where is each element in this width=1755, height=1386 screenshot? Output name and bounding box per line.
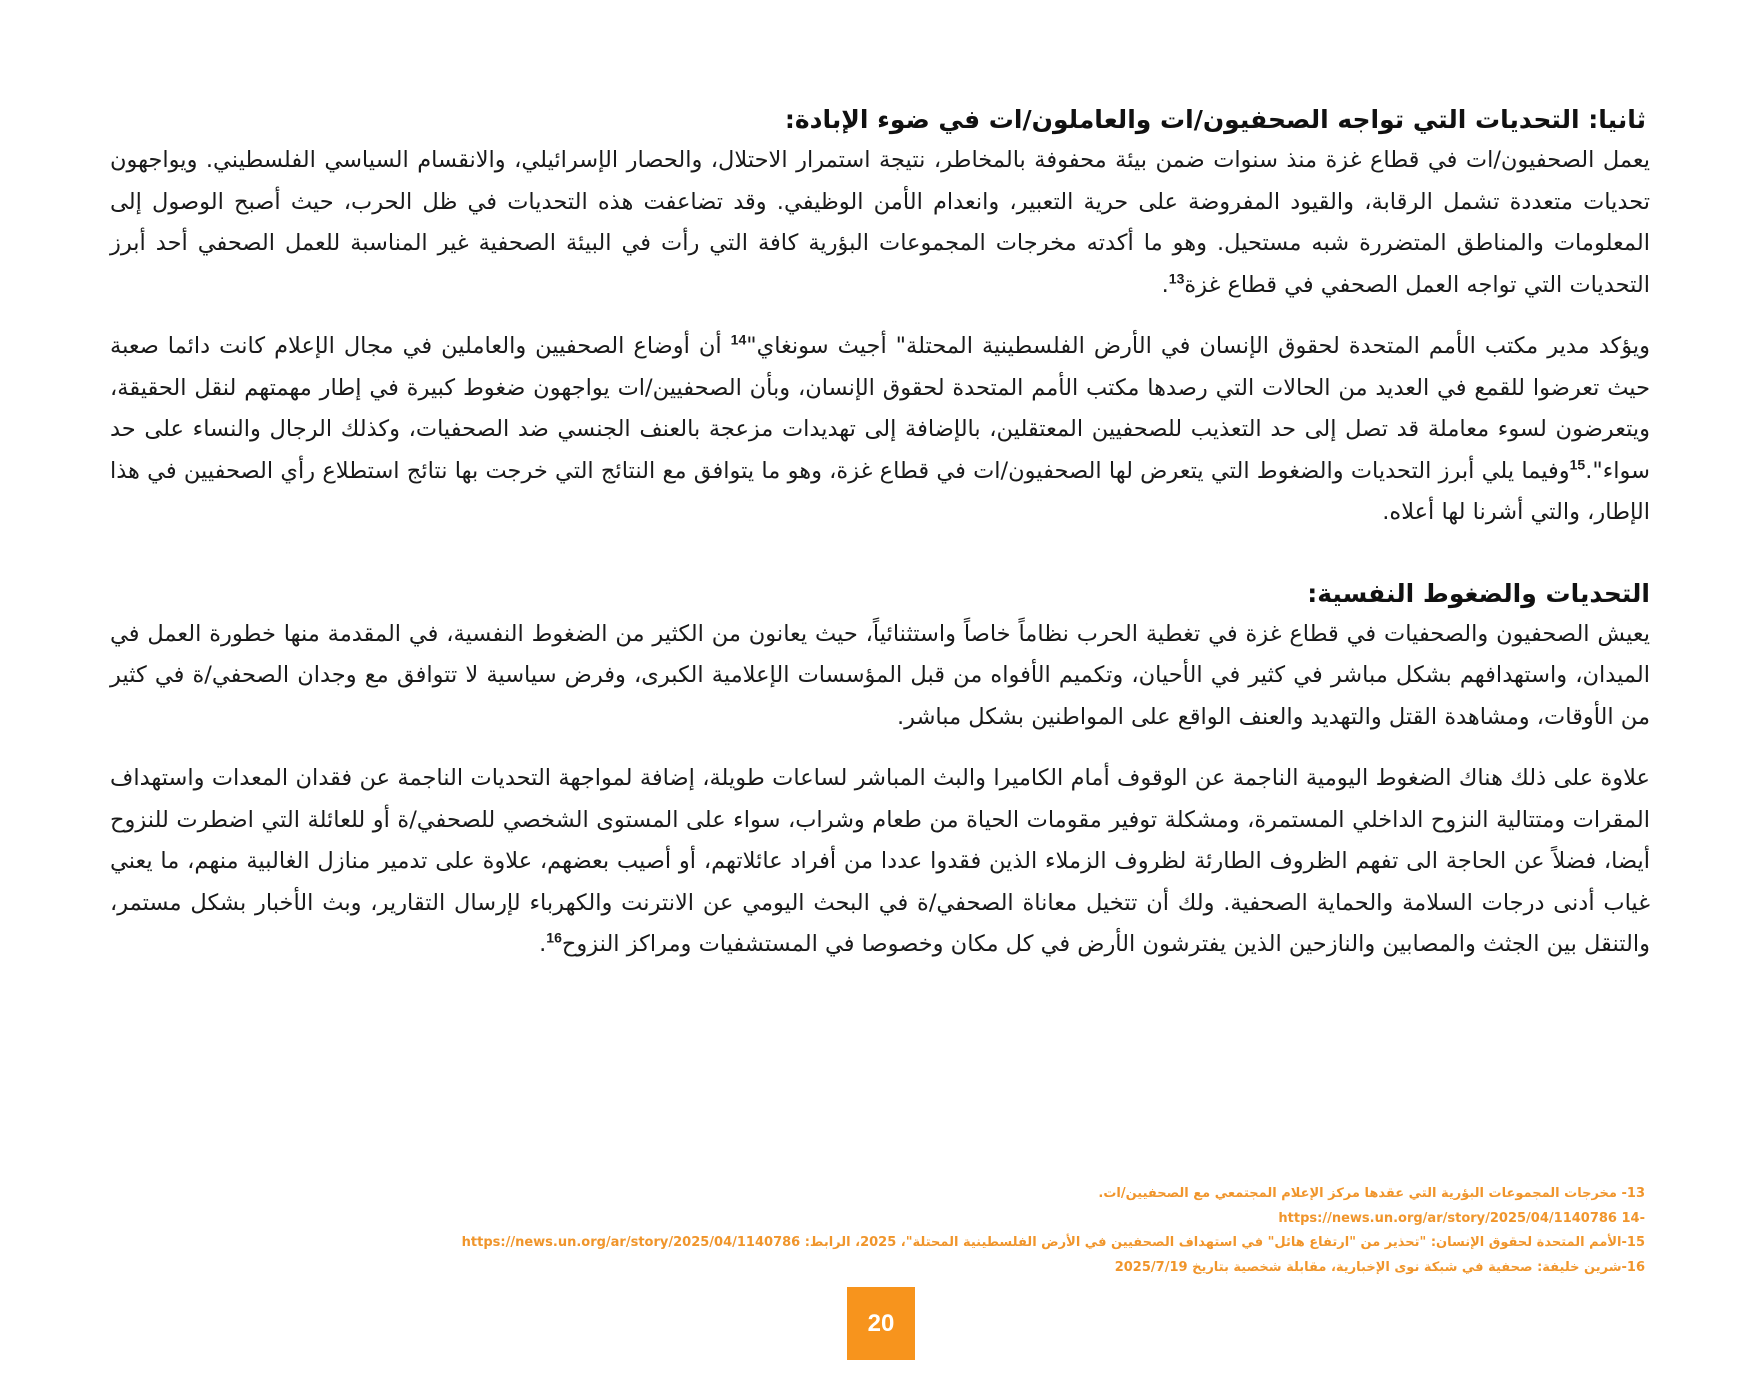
paragraph-end: . [1161, 271, 1169, 298]
footnote-text: 13- مخرجات المجموعات البؤرية التي عقدها مركز الإعلام المجتمعي مع الصحفيين/ات. [1098, 1186, 1645, 1201]
footnote-text: 16-شرين خليفة: صحفية في شبكة نوى الإخبارية، مقابلة شخصية بتاريخ 2025/7/19 [1114, 1259, 1645, 1275]
paragraph-daily-pressure [110, 758, 1650, 966]
footnote-text: -14 [1616, 1210, 1645, 1226]
footnote-15 [345, 1231, 1645, 1256]
footnote-link[interactable]: https://news.un.org/ar/story/2025/04/1140786 [1278, 1210, 1617, 1226]
paragraph-text-part2: أن أوضاع الصحفيين والعاملين في مجال الإعلام كانت دائما صعبة حيث تعرضوا للقمع في العديد من الحالات التي رصدها مكتب الأمم المتحدة لحقوق الإنسان، وبأن الصحفيين/ات يواجهون ضغوط كبيرة في إطار مهمتهم لنقل الحقيقة، ويتعرضون لسوء معاملة قد تصل إلى حد التعذيب للصحفيين المعتقلين، بالإضافة إلى تهديدات مزعجة بالعنف الجنسي ضد الصحفيات، وكذلك الرجال والنساء على حد سواء". [110, 333, 1650, 484]
paragraph-end: . [539, 931, 547, 957]
paragraph-text-part1: ويؤكد مدير مكتب الأمم المتحدة لحقوق الإنسان في الأرض الفلسطينية المحتلة" أجيث سونغاي" [746, 333, 1650, 359]
page-number: 20 [867, 1309, 895, 1337]
section-heading-challenges: ثانيا: التحديات التي تواجه الصحفيون/ات والعاملون/ات في ضوء الإبادة: [784, 105, 1646, 134]
paragraph-text-part3: وفيما يلي أبرز التحديات والضغوط التي يتعرض لها الصحفيون/ات في قطاع غزة، وهو ما يتوافق مع النتائج التي خرجت بها نتائج استطلاع رأي الصحفيين في هذا الإطار، والتي أشرنا لها أعلاه. [110, 457, 1650, 525]
paragraph-psychological: يعيش الصحفيون والصحفيات في قطاع غزة في تغطية الحرب نظاماً خاصاً واستثنائياً، حيث يعانون من الكثير من الضغوط النفسية، في المقدمة منها خطورة العمل في الميدان، واستهدافهم بشكل مباشر في كثير في الأحيان، وتكميم الأفواه من قبل المؤسسات الإعلامية الكبرى، وفرض سياسية لا تتوافق مع وجدان الصحفي/ة في كثير من الأوقات، ومشاهدة القتل والتهديد والعنف الواقع على المواطنين بشكل مباشر. [110, 620, 1650, 730]
footnotes [345, 1182, 1645, 1280]
footnote-14 [345, 1207, 1645, 1232]
footnote-ref-16[interactable]: 16 [546, 929, 562, 946]
footnote-link[interactable]: https://news.un.org/ar/story/2025/04/1140786 [461, 1235, 801, 1250]
section-heading-psychological-pressure: التحديات والضغوط النفسية: [1307, 578, 1650, 608]
paragraph-text: يعمل الصحفيون/ات في قطاع غزة منذ سنوات ضمن بيئة محفوفة بالمخاطر، نتيجة استمرار الاحتلال، والحصار الإسرائيلي، والانقسام السياسي الفلسطيني. ويواجهون تحديات متعددة تشمل الرقابة، والقيود المفروضة على حرية التعبير، وانعدام الأمن الوظيفي. وقد تضاعفت هذه التحديات في ظل الحرب، حيث أصبح الوصول إلى المعلومات والمناطق المتضررة شبه مستحيل. وهو ما أكدته مخرجات المجموعات البؤرية كافة التي رأت في البيئة الصحفية غير المناسبة للعمل الصحفي أحد أبرز التحديات التي تواجه العمل الصحفي في قطاع غزة [110, 147, 1650, 298]
page-number-badge [847, 1287, 915, 1360]
footnote-13 [345, 1182, 1645, 1207]
paragraph-un-office [110, 326, 1650, 534]
footnote-text: 15-الأمم المتحدة لحقوق الإنسان: "تحذير من "ارتفاع هائل" في استهداف الصحفيين في الأرض الفلسطينية المحتلة"، 2025، الرابط: [800, 1235, 1645, 1250]
paragraph-work-environment [110, 140, 1650, 306]
footnote-ref-14[interactable]: 14 [730, 331, 747, 348]
footnote-ref-15[interactable]: 15 [1569, 456, 1586, 472]
footnote-ref-13[interactable]: 13 [1168, 270, 1185, 286]
footnote-16 [345, 1256, 1645, 1281]
page-content [110, 100, 1650, 966]
paragraph-text: علاوة على ذلك هناك الضغوط اليومية الناجمة عن الوقوف أمام الكاميرا والبث المباشر لساعات طويلة، إضافة لمواجهة التحديات الناجمة عن فقدان المعدات واستهداف المقرات ومتتالية النزوح الداخلي المستمرة، ومشكلة توفير مقومات الحياة من طعام وشراب، سواء على المستوى الشخصي للصحفي/ة أو للعائلة التي اضطرت للنزوح أيضا، فضلاً عن الحاجة الى تفهم الظروف الطارئة لظروف الزملاء الذين فقدوا عددا من أفراد عائلاتهم، أو أصيب بعضهم، علاوة على تدمير منازل الغالبية منهم، ما يعني غياب أدنى درجات السلامة والحماية الصحفية. ولك أن تتخيل معاناة الصحفي/ة في البحث اليومي عن الانترنت والكهرباء لإرسال التقارير، وبث الأخبار بشكل مستمر، والتنقل بين الجثث والمصابين والنازحين الذين يفترشون الأرض في كل مكان وخصوصا في المستشفيات ومراكز النزوح [110, 765, 1650, 957]
